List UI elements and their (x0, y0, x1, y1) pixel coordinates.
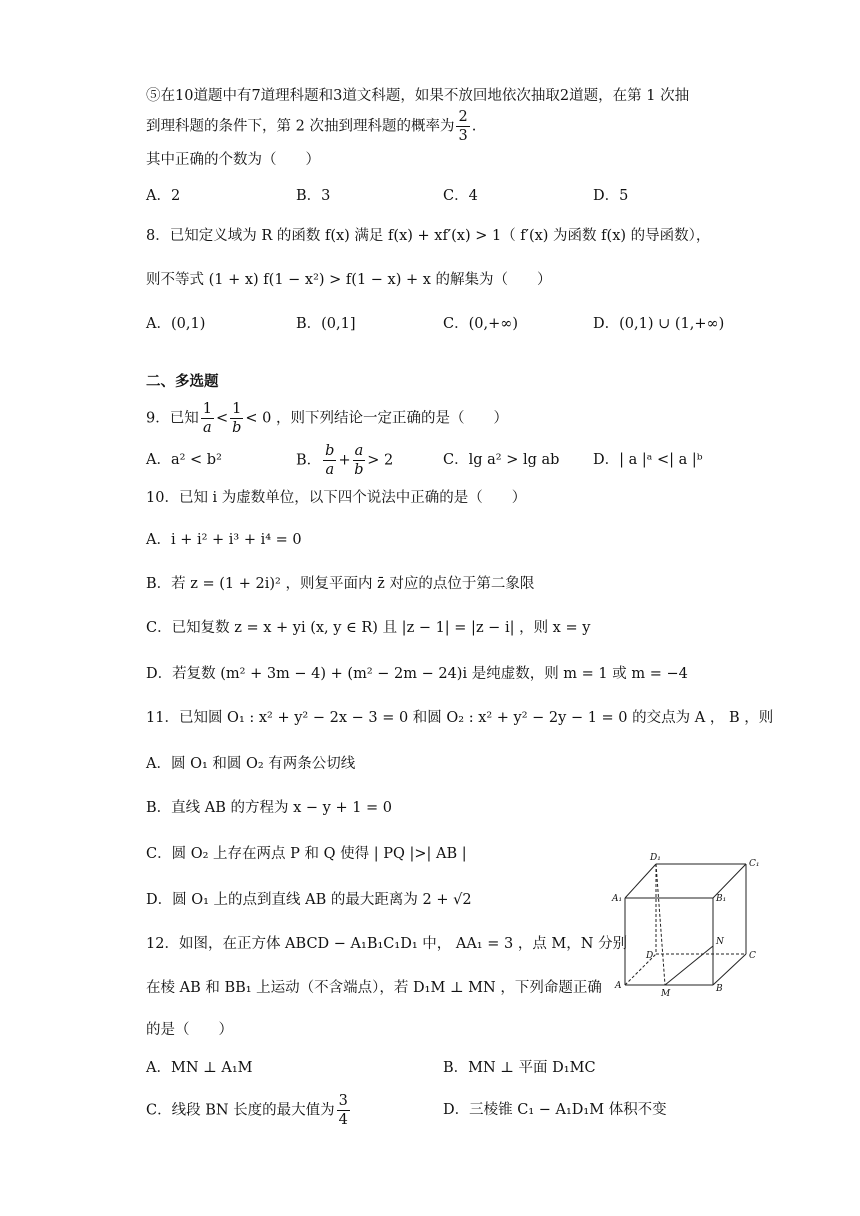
q12-option-d: D．三棱锥 C₁ − A₁D₁M 体积不变 (443, 1102, 667, 1118)
q9-option-b-fraction-1 (323, 442, 336, 479)
q10-option-d: D．若复数 (m² + 3m − 4) + (m² − 2m − 24)i 是纯虚数，则 m = 1 或 m = −4 (146, 666, 688, 682)
fraction-numerator: 2 (458, 109, 468, 125)
fraction-numerator: b (325, 443, 335, 459)
q12-option-a: A．MN ⊥ A₁M (146, 1060, 253, 1076)
segment-m-n (665, 946, 713, 985)
edge-b-c (713, 954, 746, 985)
q12-option-c-text: C．线段 BN 长度的最大值为 (146, 1102, 335, 1119)
probability-fraction (456, 108, 469, 145)
q9-less-than: < (215, 410, 229, 427)
q9-option-b-fraction-2 (353, 442, 366, 479)
q7-option-a: A．2 (146, 188, 181, 204)
q11-stem: 11．已知圆 O₁ : x² + y² − 2x − 3 = 0 和圆 O₂ : x² + y² − 2y − 1 = 0 的交点为 A ， B ，则 (146, 710, 774, 726)
fraction-denominator: 4 (338, 1112, 348, 1128)
q7-item5-line1: ⑤在10道题中有7道理科题和3道文科题，如果不放回地依次抽取2道题，在第 1 次抽 (146, 88, 690, 104)
q8-option-d: D．(0,1) ∪ (1,+∞) (593, 316, 725, 332)
segment-d1-m (656, 864, 665, 985)
fraction-denominator: a (325, 462, 335, 478)
label-c1: C₁ (749, 859, 760, 869)
q9-option-b (296, 442, 393, 479)
q12-stem-line1: 12．如图，在正方体 ABCD − A₁B₁C₁D₁ 中， AA₁ = 3 ，点 M，N 分别 (146, 936, 628, 952)
label-b1: B₁ (716, 894, 727, 904)
q8-option-b: B．(0,1] (296, 316, 356, 332)
edge-b1-c1 (713, 864, 746, 898)
fraction-denominator: b (232, 420, 242, 436)
section-heading: 二、多选题 (146, 374, 219, 390)
q9-option-d: D．| a |ᵃ <| a |ᵇ (593, 452, 703, 468)
label-d1: D₁ (650, 853, 661, 863)
fraction-denominator: a (203, 420, 212, 436)
q9-option-c: C．lg a² > lg ab (443, 452, 560, 468)
fraction-numerator: 1 (232, 401, 242, 417)
q8-option-a: A．(0,1) (146, 316, 206, 332)
label-b: B (716, 984, 723, 994)
q9-stem-post: < 0 ，则下列结论一定正确的是（ ） (245, 410, 508, 427)
q12-option-c (146, 1092, 352, 1129)
q8-stem-line2: 则不等式 (1 + x) f(1 − x²) > f(1 − x) + x 的解集为（ ） (146, 272, 552, 288)
fraction-denominator: b (354, 462, 364, 478)
q12-stem-line2: 在棱 AB 和 BB₁ 上运动（不含端点），若 D₁M ⊥ MN ，下列命题正确 (146, 980, 602, 996)
cube-figure (608, 848, 768, 998)
label-n: N (716, 937, 724, 947)
q7-option-b: B．3 (296, 188, 331, 204)
q7-item5-line2-end: . (471, 118, 477, 135)
q9-option-b-plus: + (338, 452, 351, 469)
q12-stem-line3: 的是（ ） (146, 1022, 233, 1038)
q12-option-c-fraction (337, 1092, 350, 1129)
q8-option-c: C．(0,+∞) (443, 316, 518, 332)
fraction-numerator: 1 (202, 401, 212, 417)
q11-option-a: A．圆 O₁ 和圆 O₂ 有两条公切线 (146, 756, 356, 772)
q12-option-b: B．MN ⊥ 平面 D₁MC (443, 1060, 596, 1076)
label-m: M (661, 989, 671, 998)
fraction-numerator: a (354, 443, 364, 459)
q9-fraction-2 (230, 400, 243, 437)
q9-stem-pre: 9．已知 (146, 410, 199, 427)
q10-option-c: C．已知复数 z = x + yi (x, y ∈ R) 且 |z − 1| = |z − i| ，则 x = y (146, 620, 591, 636)
label-a1: A₁ (612, 894, 623, 904)
fraction-denominator: 3 (458, 128, 468, 144)
q11-option-c: C．圆 O₂ 上存在两点 P 和 Q 使得 | PQ |>| AB | (146, 846, 467, 862)
q7-option-d: D．5 (593, 188, 629, 204)
label-a: A (615, 981, 622, 991)
q10-option-a: A．i + i² + i³ + i⁴ = 0 (146, 532, 302, 548)
q7-option-c: C．4 (443, 188, 478, 204)
q9-option-b-rest: > 2 (367, 452, 394, 469)
q8-stem-line1: 8．已知定义域为 R 的函数 f(x) 满足 f(x) + xf′(x) > 1（ f′(x) 为函数 f(x) 的导函数）， (146, 228, 711, 244)
fraction-numerator: 3 (338, 1093, 348, 1109)
q11-option-d: D．圆 O₁ 上的点到直线 AB 的最大距离为 2 + √2 (146, 892, 472, 908)
q7-item5-line2-text: 到理科题的条件下，第 2 次抽到理科题的概率为 (146, 118, 455, 135)
q9-fraction-1 (201, 400, 214, 437)
q10-stem: 10．已知 i 为虚数单位，以下四个说法中正确的是（ ） (146, 490, 527, 506)
q7-stem: 其中正确的个数为（ ） (146, 152, 320, 168)
q11-option-b: B．直线 AB 的方程为 x − y + 1 = 0 (146, 800, 393, 816)
q10-option-b: B．若 z = (1 + 2i)² ，则复平面内 z̄ 对应的点位于第二象限 (146, 576, 535, 592)
q7-item5-line2 (146, 108, 476, 145)
q9-option-b-prefix: B． (296, 452, 322, 469)
label-c: C (749, 951, 756, 961)
q9-stem (146, 400, 508, 437)
label-d: D (646, 951, 654, 961)
q9-option-a: A．a² < b² (146, 452, 222, 468)
edge-a1-d1 (625, 864, 656, 898)
